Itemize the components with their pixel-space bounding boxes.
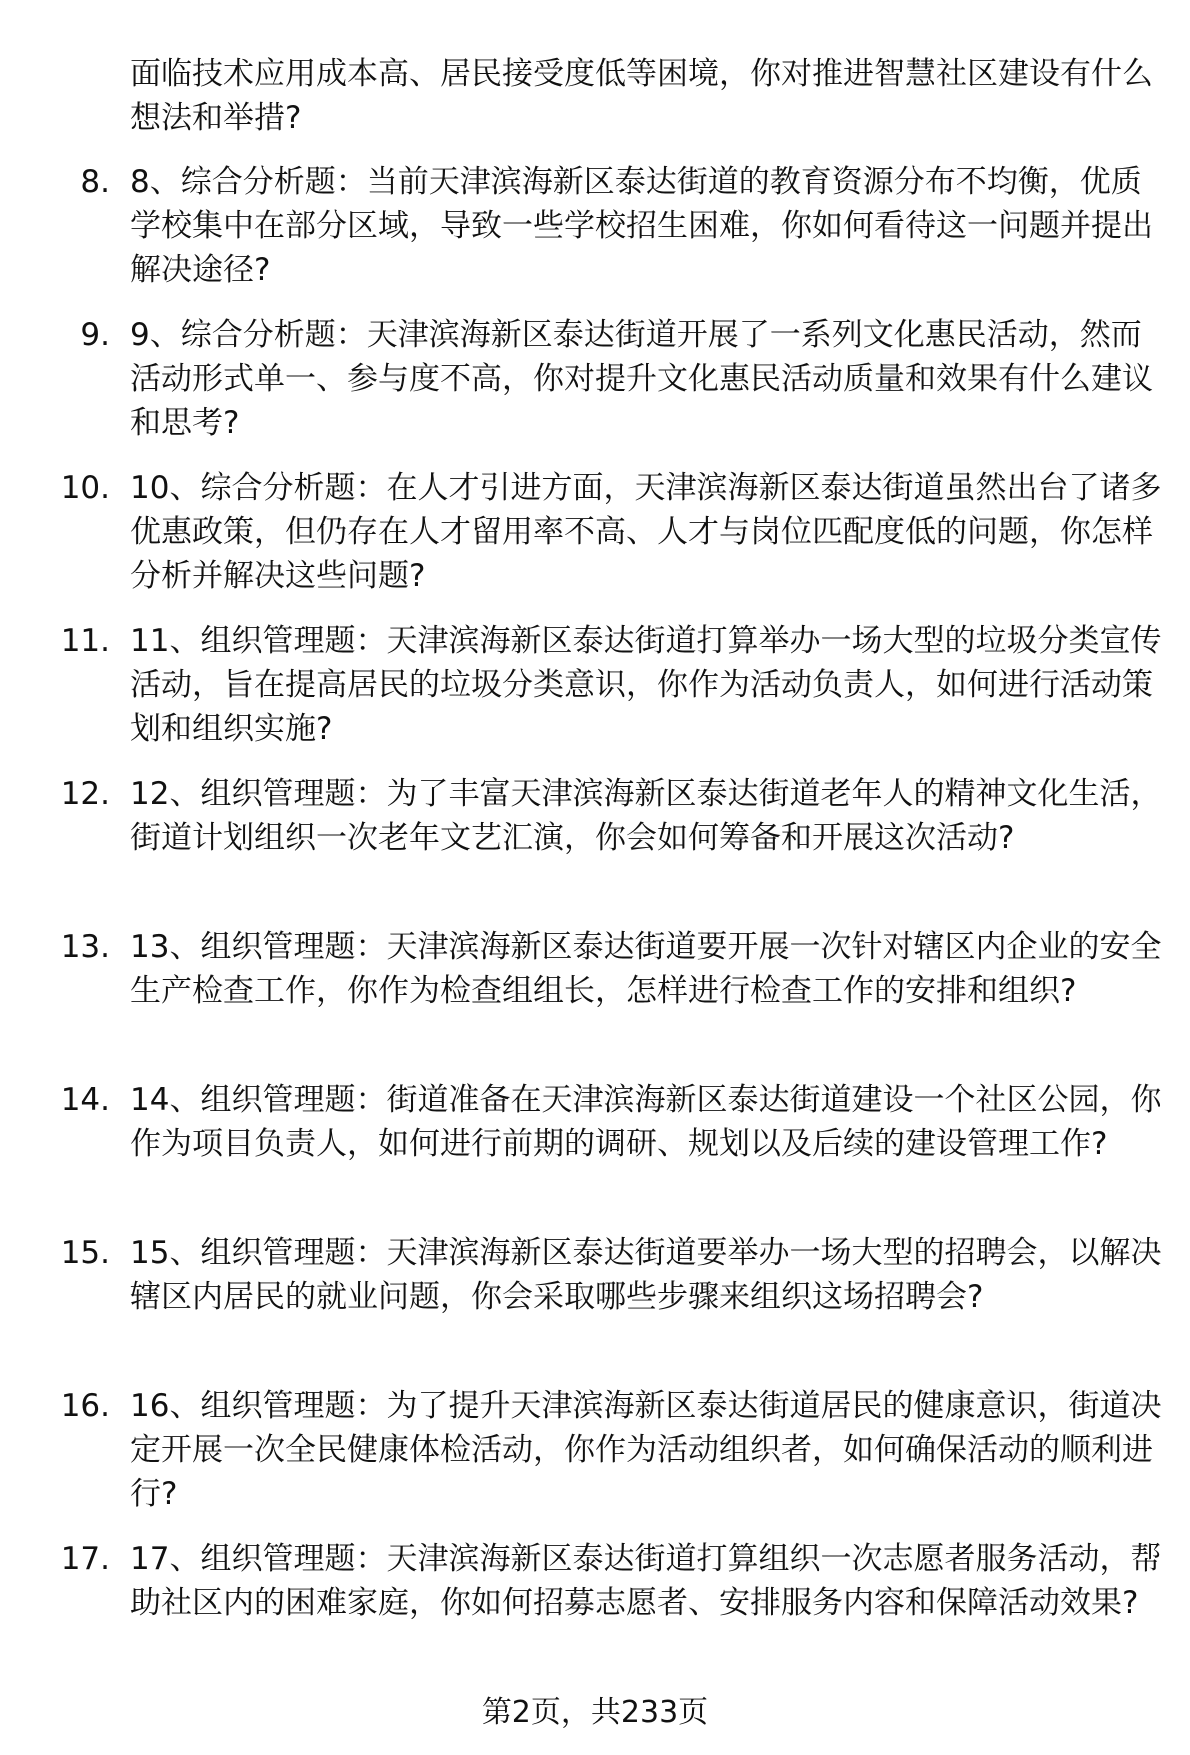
- item-number: 16.: [60, 1388, 110, 1424]
- page-footer: 第2页，共233页: [481, 1695, 709, 1730]
- question-list: [0, 160, 1190, 1690]
- item-text: 13、组织管理题：天津滨海新区泰达街道要开展一次针对辖区内企业的安全生产检查工作，你作为检查组组长，怎样进行检查工作的安排和组织?: [130, 929, 1162, 1009]
- list-item: [0, 466, 1190, 619]
- list-item: [0, 1078, 1190, 1231]
- item-number: 12.: [60, 776, 110, 812]
- list-item: [0, 1537, 1190, 1690]
- lead-paragraph: 面临技术应用成本高、居民接受度低等困境，你对推进智慧社区建设有什么想法和举措?: [130, 56, 1153, 136]
- item-text: 15、组织管理题：天津滨海新区泰达街道要举办一场大型的招聘会，以解决辖区内居民的就业问题，你会采取哪些步骤来组织这场招聘会?: [130, 1235, 1162, 1315]
- list-item: [0, 1231, 1190, 1384]
- list-item: [0, 619, 1190, 772]
- item-number: 17.: [60, 1541, 110, 1577]
- list-item: [0, 925, 1190, 1078]
- item-number: 14.: [60, 1082, 110, 1118]
- item-number: 13.: [60, 929, 110, 965]
- item-number: 9.: [80, 317, 110, 353]
- item-text: 17、组织管理题：天津滨海新区泰达街道打算组织一次志愿者服务活动，帮助社区内的困难家庭，你如何招募志愿者、安排服务内容和保障活动效果?: [130, 1541, 1162, 1621]
- list-item: [0, 160, 1190, 313]
- item-number: 15.: [60, 1235, 110, 1271]
- item-text: 8、综合分析题：当前天津滨海新区泰达街道的教育资源分布不均衡，优质学校集中在部分区域，导致一些学校招生困难，你如何看待这一问题并提出解决途径?: [130, 164, 1153, 288]
- item-text: 16、组织管理题：为了提升天津滨海新区泰达街道居民的健康意识，街道决定开展一次全民健康体检活动，你作为活动组织者，如何确保活动的顺利进行?: [130, 1388, 1162, 1512]
- list-item: [0, 313, 1190, 466]
- item-number: 11.: [60, 623, 110, 659]
- list-item: [0, 1384, 1190, 1537]
- list-item: [0, 772, 1190, 925]
- item-text: 9、综合分析题：天津滨海新区泰达街道开展了一系列文化惠民活动，然而活动形式单一、参与度不高，你对提升文化惠民活动质量和效果有什么建议和思考?: [130, 317, 1153, 441]
- item-text: 12、组织管理题：为了丰富天津滨海新区泰达街道老年人的精神文化生活，街道计划组织一次老年文艺汇演，你会如何筹备和开展这次活动?: [130, 776, 1162, 856]
- item-number: 10.: [60, 470, 110, 506]
- item-number: 8.: [80, 164, 110, 200]
- item-text: 14、组织管理题：街道准备在天津滨海新区泰达街道建设一个社区公园，你作为项目负责人，如何进行前期的调研、规划以及后续的建设管理工作?: [130, 1082, 1162, 1162]
- item-text: 10、综合分析题：在人才引进方面，天津滨海新区泰达街道虽然出台了诸多优惠政策，但仍存在人才留用率不高、人才与岗位匹配度低的问题，你怎样分析并解决这些问题?: [130, 470, 1162, 594]
- item-text: 11、组织管理题：天津滨海新区泰达街道打算举办一场大型的垃圾分类宣传活动，旨在提高居民的垃圾分类意识，你作为活动负责人，如何进行活动策划和组织实施?: [130, 623, 1162, 747]
